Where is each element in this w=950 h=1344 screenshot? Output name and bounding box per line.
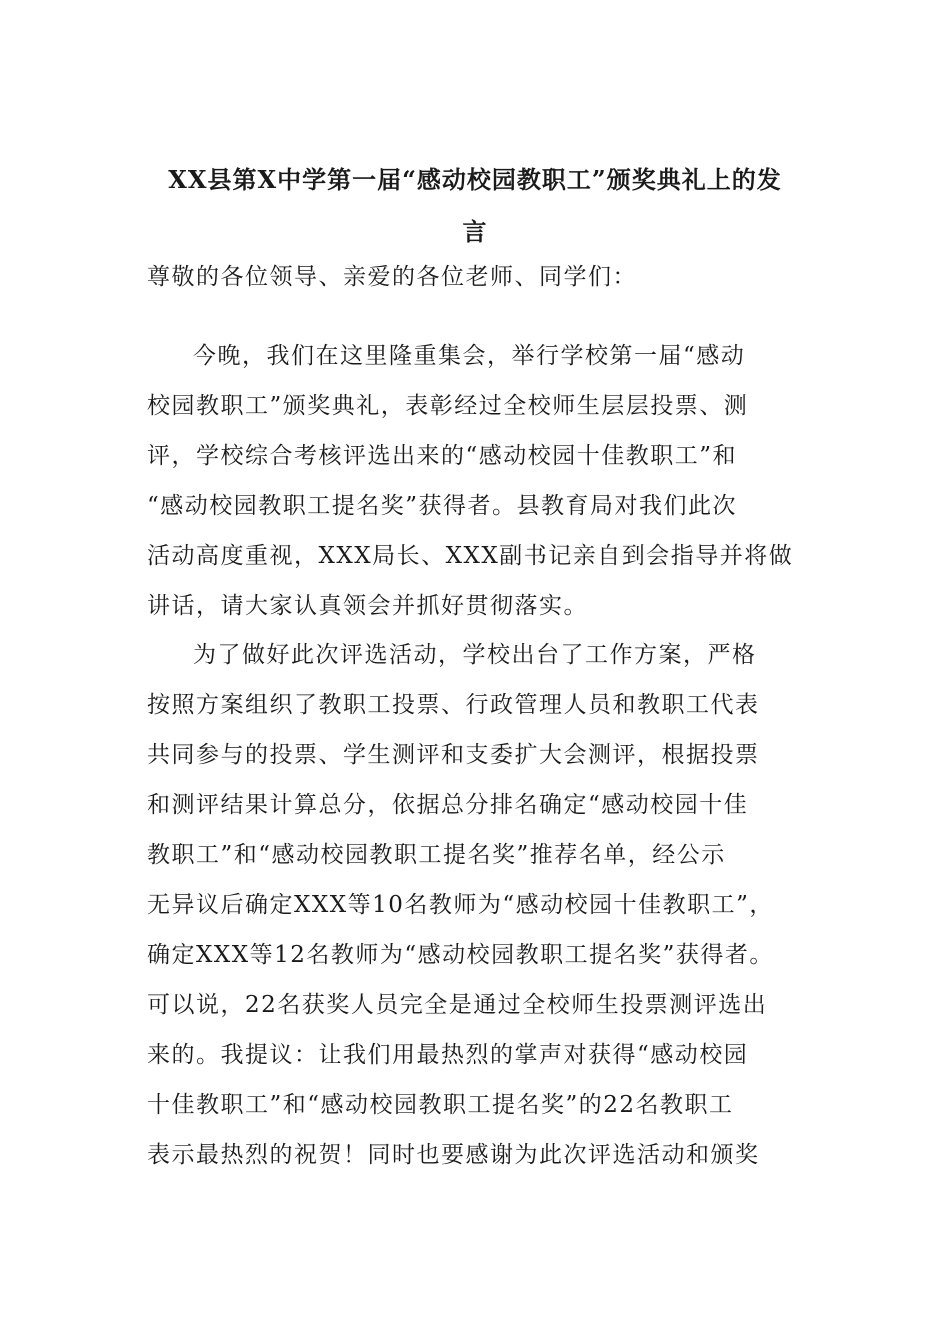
paragraph-2-line-10: 十佳教职工”和“感动校园教职工提名奖”的22名教职工: [147, 1092, 734, 1118]
document-title-line-2: 言: [462, 217, 488, 246]
document-title-line-1: XX县第X中学第一届“感动校园教职工”颁奖典礼上的发: [168, 165, 782, 194]
paragraph-2-line-1: 为了做好此次评选活动，学校出台了工作方案，严格: [193, 642, 757, 668]
paragraph-1-line-3: 评，学校综合考核评选出来的“感动校园十佳教职工”和: [147, 443, 738, 469]
paragraph-2-line-7: 确定XXX等12名教师为“感动校园教职工提名奖”获得者。: [147, 942, 774, 968]
paragraph-1-line-4: “感动校园教职工提名奖”获得者。县教育局对我们此次: [147, 493, 738, 519]
paragraph-1-line-6: 讲话，请大家认真领会并抓好贯彻落实。: [147, 593, 588, 619]
paragraph-1-line-2: 校园教职工”颁奖典礼，表彰经过全校师生层层投票、测: [147, 393, 749, 419]
paragraph-1-line-1: 今晚，我们在这里隆重集会，举行学校第一届“感动: [193, 343, 746, 369]
paragraph-2-line-6: 无异议后确定XXX等10名教师为“感动校园十佳教职工”，: [147, 892, 774, 918]
paragraph-2-line-2: 按照方案组织了教职工投票、行政管理人员和教职工代表: [147, 692, 760, 718]
salutation: 尊敬的各位领导、亲爱的各位老师、同学们：: [147, 264, 637, 290]
paragraph-2-line-11: 表示最热烈的祝贺！同时也要感谢为此次评选活动和颁奖: [147, 1142, 760, 1168]
paragraph-2-line-3: 共同参与的投票、学生测评和支委扩大会测评，根据投票: [147, 742, 760, 768]
paragraph-2-line-8: 可以说，22名获奖人员完全是通过全校师生投票测评选出: [147, 992, 768, 1018]
paragraph-2-line-5: 教职工”和“感动校园教职工提名奖”推荐名单，经公示: [147, 842, 726, 868]
paragraph-1-line-5: 活动高度重视，XXX局长、XXX副书记亲自到会指导并将做: [147, 543, 794, 569]
paragraph-2-line-4: 和测评结果计算总分，依据总分排名确定“感动校园十佳: [147, 792, 749, 818]
paragraph-2-line-9: 来的。我提议：让我们用最热烈的掌声对获得“感动校园: [147, 1042, 749, 1068]
